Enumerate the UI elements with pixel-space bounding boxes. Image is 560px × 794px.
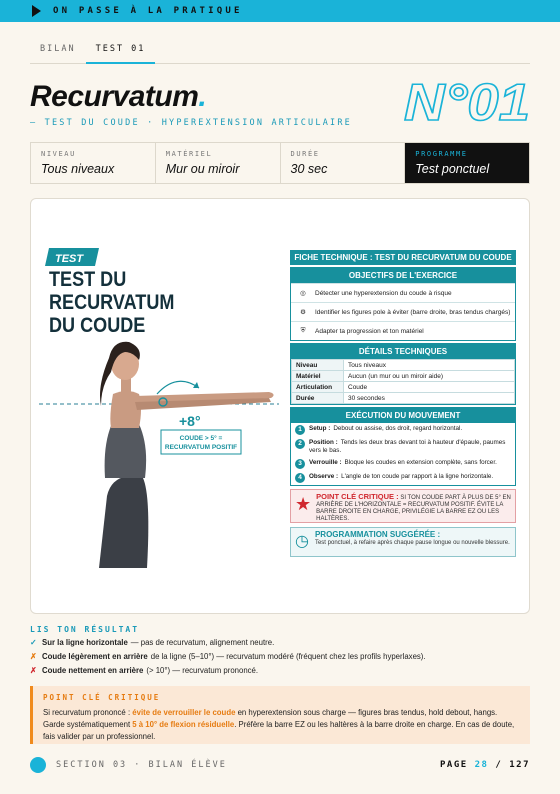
key-point-box: ★ POINT CLÉ CRITIQUE : SI TON COUDE PART À PLUS DE 5° EN ARRIÈRE DE L'HORIZONTALE = RECURVATUM POSITIF. ÉVITE LA BARRE DROITE EN CHARGE, PRIVILÉGIE LA BARRE EZ OU LES HALTÈRES. bbox=[290, 489, 516, 523]
technical-sheet bbox=[290, 250, 516, 557]
cross-icon: ✗ bbox=[30, 652, 37, 661]
info-duration: DURÉE 30 sec bbox=[281, 143, 406, 183]
step-1: 1 Setup : Debout ou assise, dos droit, regard horizontal. bbox=[291, 423, 515, 437]
svg-text:+8°: +8° bbox=[179, 413, 201, 429]
svg-text:TEST: TEST bbox=[55, 253, 84, 265]
info-grid bbox=[30, 142, 530, 184]
athlete-illustration bbox=[39, 246, 289, 568]
section-label: SECTION 03 · BILAN ÉLÈVE bbox=[56, 760, 227, 770]
execution-box: EXÉCUTION DU MOUVEMENT 1 Setup : Debout ou assise, dos droit, regard horizontal. 2 Position : Tends les deux bras devant toi à hauteur d'épaule, paumes vers le bas. 3 Verrouille : Bloque les coudes en extension complète, sans forcer. 4 Observe : L'angle de ton coude par rapport à la ligne horizontale. bbox=[290, 407, 516, 486]
result-item: ✓ Sur la ligne horizontale — pas de recurvatum, alignement neutre. bbox=[30, 638, 275, 647]
star-icon: ★ bbox=[295, 494, 312, 514]
tab-bilan[interactable]: BILAN bbox=[40, 44, 76, 54]
page-subtitle: — TEST DU COUDE · HYPEREXTENSION ARTICULAIRE bbox=[30, 118, 352, 128]
tab-test-01[interactable]: TEST 01 bbox=[86, 40, 156, 64]
page-number: PAGE 28 / 127 bbox=[440, 760, 530, 770]
step-2: 2 Position : Tends les deux bras devant toi à hauteur d'épaule, paumes vers le bas. bbox=[291, 437, 515, 457]
info-program: PROGRAMME Test ponctuel bbox=[405, 143, 529, 183]
details-box: DÉTAILS TECHNIQUES Niveau Tous niveaux Matériel Aucun (un mur ou un miroir aide) Articulation Coude Durée 30 secondes bbox=[290, 343, 516, 405]
top-banner bbox=[0, 0, 560, 22]
shield-icon: ⛨ bbox=[300, 327, 306, 334]
figure-heading: TEST DU RECURVATUM DU COUDE bbox=[49, 268, 175, 337]
cross-icon: ✗ bbox=[30, 666, 37, 675]
info-level: NIVEAU Tous niveaux bbox=[31, 143, 156, 183]
critical-text: Si recurvatum prononcé : évite de verrouiller le coude en hyperextension sous charge — figures bras tendus, hold debout, hangs. Garde systématiquement 5 à 10° de flexion résiduelle. Préfère la barre EZ ou les haltères à la barre droite en charge. En cas de doute, fais valider par un professionnel. bbox=[43, 708, 515, 741]
clock-icon: ◷ bbox=[295, 533, 309, 550]
info-equipment: MATÉRIEL Mur ou miroir bbox=[156, 143, 281, 183]
sheet-title: FICHE TECHNIQUE : TEST DU RECURVATUM DU COUDE bbox=[290, 250, 516, 265]
gear-icon: ⚙ bbox=[300, 309, 306, 316]
test-number bbox=[402, 74, 534, 128]
infographic bbox=[39, 246, 517, 568]
target-icon: ◎ bbox=[300, 290, 306, 297]
result-item: ✗ Coude nettement en arrière (> 10°) — recurvatum prononcé. bbox=[30, 666, 259, 675]
figure-card bbox=[30, 198, 530, 614]
check-icon: ✓ bbox=[30, 638, 37, 647]
play-icon bbox=[32, 5, 41, 17]
svg-text:N°01: N°01 bbox=[404, 74, 530, 128]
programming-box: ◷ PROGRAMMATION SUGGÉRÉE : Test ponctuel, à refaire après chaque pause longue ou nouvelle blessure. bbox=[290, 527, 516, 557]
svg-text:COUDE > 5° =: COUDE > 5° = bbox=[179, 435, 223, 442]
result-item: ✗ Coude légèrement en arrière de la ligne (5–10°) — recurvatum modéré (fréquent chez les profils hyperlaxes). bbox=[30, 652, 426, 661]
svg-text:RECURVATUM POSITIF: RECURVATUM POSITIF bbox=[164, 444, 238, 451]
section-dot-icon bbox=[30, 757, 46, 773]
page-footer bbox=[30, 756, 530, 774]
tab-bar bbox=[30, 40, 530, 64]
step-4: 4 Observe : L'angle de ton coude par rapport à la ligne horizontale. bbox=[291, 471, 515, 485]
banner-label: ON PASSE À LA PRATIQUE bbox=[53, 6, 243, 16]
objectives-box: OBJECTIFS DE L'EXERCICE ◎ Détecter une hyperextension du coude à risque ⚙ Identifier les figures pole à éviter (barre droite, bras tendus chargés) ⛨ Adapter ta progression et ton matériel bbox=[290, 267, 516, 341]
step-3: 3 Verrouille : Bloque les coudes en extension complète, sans forcer. bbox=[291, 457, 515, 471]
critical-note bbox=[30, 686, 530, 744]
results-title: LIS TON RÉSULTAT bbox=[30, 625, 140, 634]
critical-title: POINT CLÉ CRITIQUE bbox=[43, 693, 161, 702]
page-title: Recurvatum. bbox=[30, 80, 207, 113]
